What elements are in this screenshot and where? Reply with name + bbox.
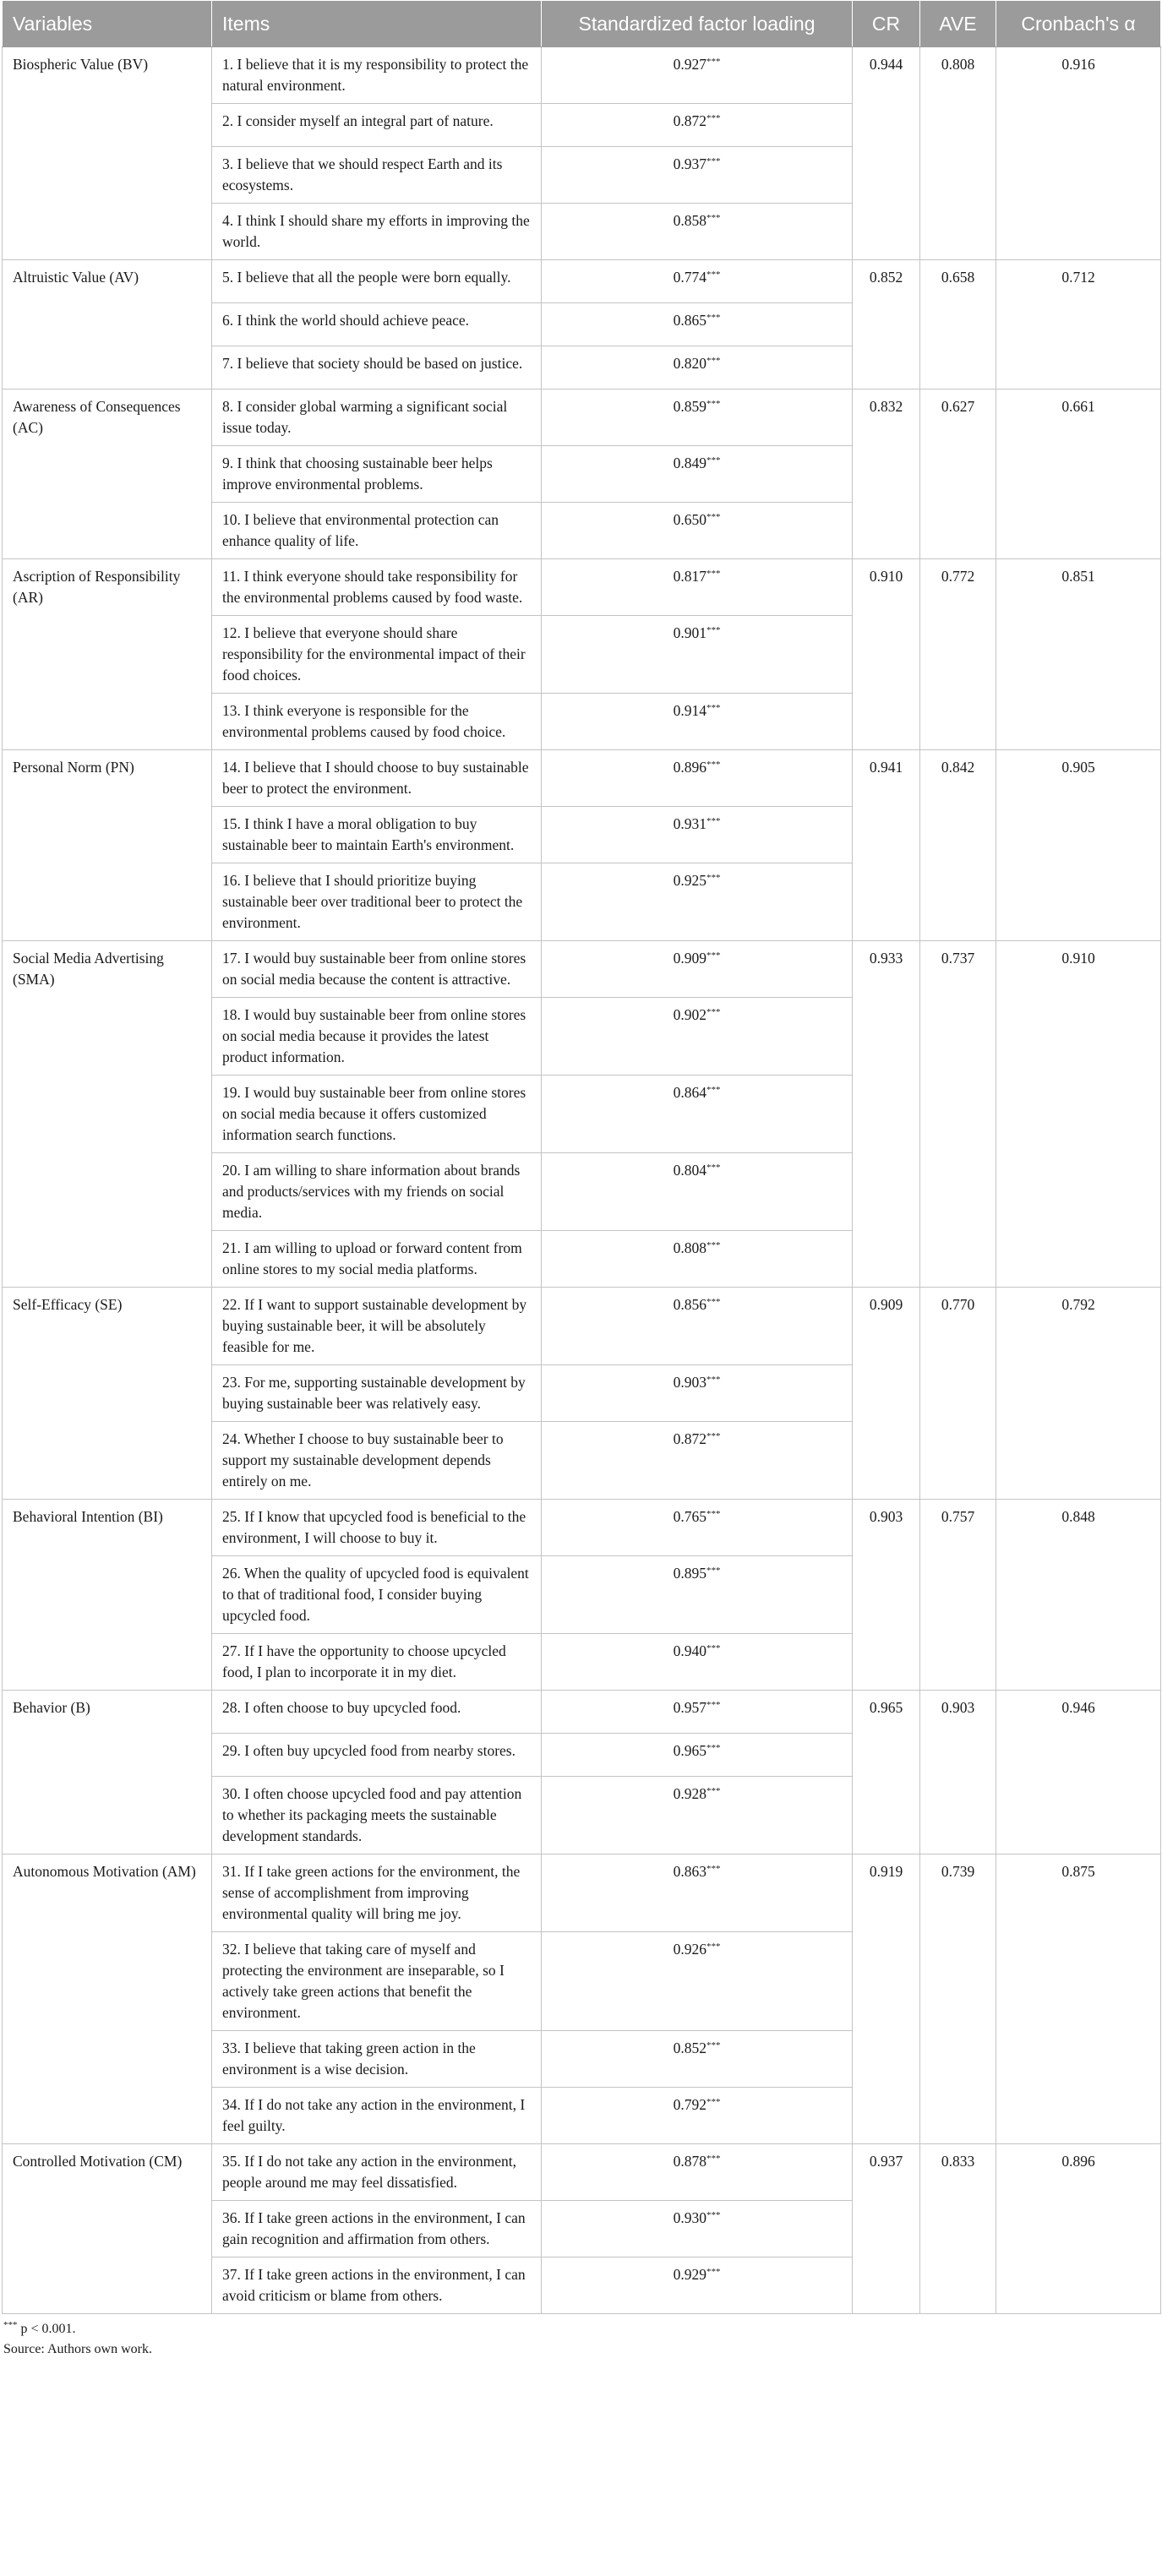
- item-text: 21. I am willing to upload or forward content from online stores to my social media platforms.: [212, 1231, 542, 1288]
- cr-value: 0.903: [853, 1500, 920, 1691]
- item-text: 17. I would buy sustainable beer from online stores on social media because the content is attractive.: [212, 941, 542, 998]
- variable-name: Behavioral Intention (BI): [3, 1500, 212, 1691]
- significance-stars: ***: [706, 1786, 721, 1796]
- significance-stars: ***: [706, 213, 721, 223]
- factor-loading: 0.895***: [542, 1556, 853, 1634]
- factor-loading: 0.903***: [542, 1365, 853, 1422]
- significance-stars: ***: [706, 873, 721, 883]
- item-text: 31. If I take green actions for the environment, the sense of accomplishment from improving environmental quality will bring me joy.: [212, 1854, 542, 1932]
- factor-loading: 0.852***: [542, 2031, 853, 2088]
- cronbach-alpha-value: 0.792: [996, 1288, 1161, 1500]
- item-text: 1. I believe that it is my responsibility to protect the natural environment.: [212, 47, 542, 104]
- factor-loading: 0.927***: [542, 47, 853, 104]
- cronbach-alpha-value: 0.875: [996, 1854, 1161, 2144]
- factor-loading: 0.902***: [542, 998, 853, 1076]
- ave-value: 0.627: [920, 389, 996, 559]
- significance-stars: ***: [706, 1566, 721, 1576]
- item-text: 14. I believe that I should choose to buy sustainable beer to protect the environment.: [212, 750, 542, 807]
- factor-loading: 0.872***: [542, 1422, 853, 1500]
- item-text: 27. If I have the opportunity to choose upcycled food, I plan to incorporate it in my diet.: [212, 1634, 542, 1691]
- item-text: 26. When the quality of upcycled food is equivalent to that of traditional food, I consider buying upcycled food.: [212, 1556, 542, 1634]
- header-variables: Variables: [3, 1, 212, 47]
- variable-name: Personal Norm (PN): [3, 750, 212, 941]
- significance-stars: ***: [706, 1297, 721, 1307]
- header-cr: CR: [853, 1, 920, 47]
- item-text: 23. For me, supporting sustainable development by buying sustainable beer was relatively easy.: [212, 1365, 542, 1422]
- cronbach-alpha-value: 0.896: [996, 2144, 1161, 2314]
- significance-stars: ***: [706, 1085, 721, 1095]
- significance-stars: ***: [706, 1942, 721, 1952]
- cronbach-alpha-value: 0.946: [996, 1691, 1161, 1854]
- item-text: 8. I consider global warming a significant social issue today.: [212, 389, 542, 446]
- factor-loading: 0.925***: [542, 863, 853, 941]
- significance-stars: ***: [706, 816, 721, 826]
- ave-value: 0.739: [920, 1854, 996, 2144]
- ave-value: 0.808: [920, 47, 996, 260]
- variable-name: Ascription of Responsibility (AR): [3, 559, 212, 750]
- factor-loading-table-container: [2, 0, 1160, 2360]
- significance-stars: ***: [706, 625, 721, 635]
- item-text: 22. If I want to support sustainable development by buying sustainable beer, it will be absolutely feasible for me.: [212, 1288, 542, 1365]
- significance-stars: ***: [706, 2210, 721, 2220]
- cronbach-alpha-value: 0.848: [996, 1500, 1161, 1691]
- factor-loading: 0.864***: [542, 1076, 853, 1153]
- item-text: 3. I believe that we should respect Earth and its ecosystems.: [212, 147, 542, 204]
- item-text: 33. I believe that taking green action in the environment is a wise decision.: [212, 2031, 542, 2088]
- table-body: [3, 47, 1161, 2314]
- variable-name: Autonomous Motivation (AM): [3, 1854, 212, 2144]
- item-text: 16. I believe that I should prioritize buying sustainable beer over traditional beer to protect the environment.: [212, 863, 542, 941]
- significance-stars: ***: [706, 1700, 721, 1710]
- factor-loading: 0.914***: [542, 694, 853, 750]
- factor-loading: 0.930***: [542, 2201, 853, 2257]
- item-text: 35. If I do not take any action in the environment, people around me may feel dissatisfied.: [212, 2144, 542, 2201]
- factor-loading: 0.808***: [542, 1231, 853, 1288]
- header-cronbach-alpha: Cronbach's α: [996, 1, 1161, 47]
- item-text: 12. I believe that everyone should share responsibility for the environmental impact of their food choices.: [212, 616, 542, 694]
- item-text: 13. I think everyone is responsible for the environmental problems caused by food choice.: [212, 694, 542, 750]
- item-text: 9. I think that choosing sustainable beer helps improve environmental problems.: [212, 446, 542, 503]
- table-row: [3, 47, 1161, 104]
- factor-loading: 0.859***: [542, 389, 853, 446]
- significance-stars: ***: [706, 1375, 721, 1385]
- ave-value: 0.772: [920, 559, 996, 750]
- factor-loading: 0.858***: [542, 204, 853, 260]
- significance-stars: ***: [706, 569, 721, 579]
- table-row: [3, 941, 1161, 998]
- significance-stars: ***: [706, 455, 721, 466]
- significance-stars: ***: [706, 2040, 721, 2050]
- factor-loading: 0.817***: [542, 559, 853, 616]
- significance-stars: ***: [706, 1007, 721, 1017]
- item-text: 7. I believe that society should be based on justice.: [212, 346, 542, 389]
- table-row: [3, 1500, 1161, 1556]
- factor-loading: 0.804***: [542, 1153, 853, 1231]
- factor-loading: 0.865***: [542, 303, 853, 346]
- significance-stars: ***: [706, 356, 721, 366]
- header-factor-loading: Standardized factor loading: [542, 1, 853, 47]
- factor-loading: 0.878***: [542, 2144, 853, 2201]
- table-row: [3, 559, 1161, 616]
- significance-stars: ***: [706, 113, 721, 123]
- factor-loading: 0.928***: [542, 1777, 853, 1854]
- item-text: 34. If I do not take any action in the environment, I feel guilty.: [212, 2088, 542, 2144]
- header-ave: AVE: [920, 1, 996, 47]
- item-text: 29. I often buy upcycled food from nearby stores.: [212, 1734, 542, 1777]
- factor-loading: 0.909***: [542, 941, 853, 998]
- item-text: 32. I believe that taking care of myself and protecting the environment are inseparable, so I actively take green actions that benefit the environment.: [212, 1932, 542, 2031]
- cr-value: 0.933: [853, 941, 920, 1288]
- significance-stars: ***: [706, 512, 721, 522]
- item-text: 15. I think I have a moral obligation to buy sustainable beer to maintain Earth's environment.: [212, 807, 542, 863]
- item-text: 2. I consider myself an integral part of nature.: [212, 104, 542, 147]
- item-text: 28. I often choose to buy upcycled food.: [212, 1691, 542, 1734]
- significance-stars: ***: [706, 950, 721, 961]
- item-text: 6. I think the world should achieve peace.: [212, 303, 542, 346]
- ave-value: 0.903: [920, 1691, 996, 1854]
- footnote-significance: [2, 2319, 1160, 2339]
- significance-stars: ***: [706, 57, 721, 67]
- significance-stars: ***: [706, 1431, 721, 1441]
- factor-loading: 0.965***: [542, 1734, 853, 1777]
- factor-loading: 0.872***: [542, 104, 853, 147]
- cr-value: 0.909: [853, 1288, 920, 1500]
- factor-loading: 0.863***: [542, 1854, 853, 1932]
- table-row: [3, 1691, 1161, 1734]
- factor-loading: 0.926***: [542, 1932, 853, 2031]
- cronbach-alpha-value: 0.661: [996, 389, 1161, 559]
- factor-loading: 0.896***: [542, 750, 853, 807]
- cr-value: 0.937: [853, 2144, 920, 2314]
- ave-value: 0.770: [920, 1288, 996, 1500]
- significance-text: p < 0.001.: [17, 2322, 76, 2336]
- cronbach-alpha-value: 0.712: [996, 260, 1161, 389]
- cr-value: 0.965: [853, 1691, 920, 1854]
- cronbach-alpha-value: 0.910: [996, 941, 1161, 1288]
- table-row: [3, 260, 1161, 303]
- factor-loading: 0.774***: [542, 260, 853, 303]
- factor-loading: 0.849***: [542, 446, 853, 503]
- item-text: 18. I would buy sustainable beer from online stores on social media because it provides the latest product information.: [212, 998, 542, 1076]
- significance-stars: ***: [706, 760, 721, 770]
- significance-stars: ***: [706, 1240, 721, 1250]
- significance-stars: ***: [706, 2267, 721, 2277]
- table-header: [3, 1, 1161, 47]
- item-text: 5. I believe that all the people were born equally.: [212, 260, 542, 303]
- cronbach-alpha-value: 0.851: [996, 559, 1161, 750]
- variable-name: Biospheric Value (BV): [3, 47, 212, 260]
- item-text: 25. If I know that upcycled food is beneficial to the environment, I will choose to buy it.: [212, 1500, 542, 1556]
- cr-value: 0.941: [853, 750, 920, 941]
- item-text: 24. Whether I choose to buy sustainable beer to support my sustainable development depends entirely on me.: [212, 1422, 542, 1500]
- item-text: 30. I often choose upcycled food and pay attention to whether its packaging meets the sustainable development standards.: [212, 1777, 542, 1854]
- item-text: 10. I believe that environmental protection can enhance quality of life.: [212, 503, 542, 559]
- factor-loading-table: [2, 0, 1161, 2314]
- item-text: 20. I am willing to share information about brands and products/services with my friends on social media.: [212, 1153, 542, 1231]
- cr-value: 0.910: [853, 559, 920, 750]
- item-text: 11. I think everyone should take responsibility for the environmental problems caused by food waste.: [212, 559, 542, 616]
- factor-loading: 0.957***: [542, 1691, 853, 1734]
- item-text: 4. I think I should share my efforts in improving the world.: [212, 204, 542, 260]
- table-row: [3, 1854, 1161, 1932]
- significance-stars: ***: [706, 2154, 721, 2164]
- significance-mark: ***: [3, 2320, 18, 2330]
- ave-value: 0.737: [920, 941, 996, 1288]
- factor-loading: 0.856***: [542, 1288, 853, 1365]
- ave-value: 0.757: [920, 1500, 996, 1691]
- table-row: [3, 2144, 1161, 2201]
- variable-name: Social Media Advertising (SMA): [3, 941, 212, 1288]
- significance-stars: ***: [706, 313, 721, 323]
- item-text: 19. I would buy sustainable beer from online stores on social media because it offers customized information search functions.: [212, 1076, 542, 1153]
- significance-stars: ***: [706, 703, 721, 713]
- ave-value: 0.658: [920, 260, 996, 389]
- variable-name: Altruistic Value (AV): [3, 260, 212, 389]
- item-text: 37. If I take green actions in the environment, I can avoid criticism or blame from others.: [212, 2257, 542, 2314]
- factor-loading: 0.937***: [542, 147, 853, 204]
- cr-value: 0.852: [853, 260, 920, 389]
- factor-loading: 0.650***: [542, 503, 853, 559]
- significance-stars: ***: [706, 399, 721, 409]
- significance-stars: ***: [706, 1743, 721, 1753]
- significance-stars: ***: [706, 1643, 721, 1653]
- factor-loading: 0.901***: [542, 616, 853, 694]
- significance-stars: ***: [706, 1509, 721, 1519]
- factor-loading: 0.940***: [542, 1634, 853, 1691]
- significance-stars: ***: [706, 1163, 721, 1173]
- table-row: [3, 1288, 1161, 1365]
- table-row: [3, 389, 1161, 446]
- cronbach-alpha-value: 0.916: [996, 47, 1161, 260]
- variable-name: Behavior (B): [3, 1691, 212, 1854]
- factor-loading: 0.765***: [542, 1500, 853, 1556]
- factor-loading: 0.931***: [542, 807, 853, 863]
- variable-name: Self-Efficacy (SE): [3, 1288, 212, 1500]
- significance-stars: ***: [706, 270, 721, 280]
- table-row: [3, 750, 1161, 807]
- cronbach-alpha-value: 0.905: [996, 750, 1161, 941]
- factor-loading: 0.929***: [542, 2257, 853, 2314]
- variable-name: Controlled Motivation (CM): [3, 2144, 212, 2314]
- footnote-source: Source: Authors own work.: [3, 2342, 152, 2356]
- cr-value: 0.944: [853, 47, 920, 260]
- factor-loading: 0.820***: [542, 346, 853, 389]
- item-text: 36. If I take green actions in the environment, I can gain recognition and affirmation from others.: [212, 2201, 542, 2257]
- cr-value: 0.919: [853, 1854, 920, 2144]
- ave-value: 0.842: [920, 750, 996, 941]
- cr-value: 0.832: [853, 389, 920, 559]
- variable-name: Awareness of Consequences (AC): [3, 389, 212, 559]
- significance-stars: ***: [706, 1864, 721, 1874]
- header-items: Items: [212, 1, 542, 47]
- significance-stars: ***: [706, 2097, 721, 2107]
- ave-value: 0.833: [920, 2144, 996, 2314]
- factor-loading: 0.792***: [542, 2088, 853, 2144]
- significance-stars: ***: [706, 156, 721, 166]
